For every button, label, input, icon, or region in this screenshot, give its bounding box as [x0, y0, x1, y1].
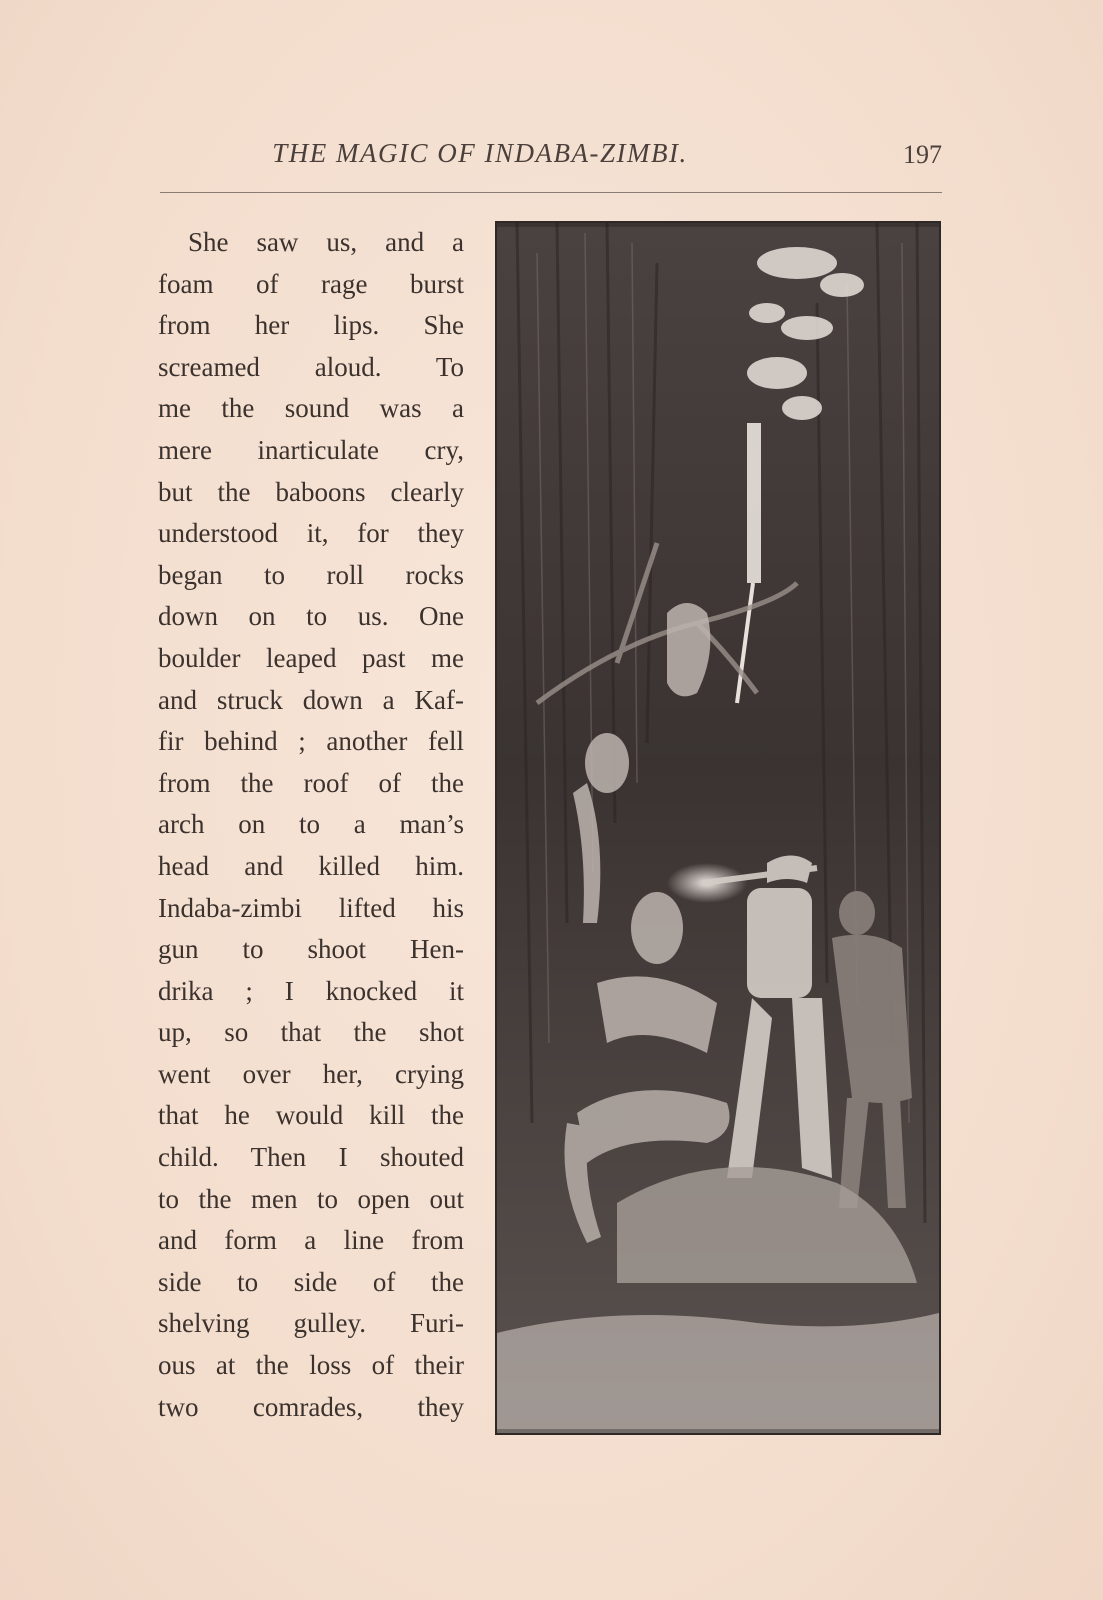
text-line: foam of rage burst [158, 268, 464, 299]
text-line: drika ; I knocked it [158, 975, 464, 1006]
text-line: and form a line from [158, 1225, 464, 1256]
text-line: ous at the loss of their [158, 1350, 464, 1381]
text-line: up, so that the shot [158, 1017, 464, 1048]
text-line: boulder leaped past me [158, 642, 464, 673]
text-line: Indaba-zimbi lifted his [158, 892, 464, 923]
text-line: gun to shoot Hen- [158, 934, 464, 965]
text-line: arch on to a man’s [158, 809, 464, 840]
text-line: mere inarticulate cry, [158, 434, 464, 465]
running-head [160, 138, 942, 174]
text-line: from the roof of the [158, 767, 464, 798]
engraving-illustration-icon [495, 221, 941, 1435]
text-line: child. Then I shouted [158, 1142, 464, 1173]
illustration-drawing [497, 223, 939, 1433]
text-line: and struck down a Kaf- [158, 684, 464, 715]
text-line: head and killed him. [158, 850, 464, 881]
text-line: began to roll rocks [158, 559, 464, 590]
text-line: screamed aloud. To [158, 351, 464, 382]
text-line: fir behind ; another fell [158, 726, 464, 757]
text-line: went over her, crying [158, 1058, 464, 1089]
text-line: from her lips. She [158, 310, 464, 341]
text-line: that he would kill the [158, 1100, 464, 1131]
header-rule [160, 192, 942, 193]
text-line: understood it, for they [158, 518, 464, 549]
text-line: me the sound was a [158, 393, 464, 424]
page-number: 197 [903, 140, 942, 169]
text-line: down on to us. One [158, 601, 464, 632]
text-line: She saw us, and a [188, 227, 464, 257]
text-line: two comrades, they [158, 1391, 464, 1422]
text-line: to the men to open out [158, 1183, 464, 1214]
running-title: THE MAGIC OF INDABA-ZIMBI. [272, 138, 688, 168]
text-line: side to side of the [158, 1266, 464, 1297]
body-text [158, 222, 464, 1428]
text-line: but the baboons clearly [158, 476, 464, 507]
text-line: shelving gulley. Furi- [158, 1308, 464, 1339]
